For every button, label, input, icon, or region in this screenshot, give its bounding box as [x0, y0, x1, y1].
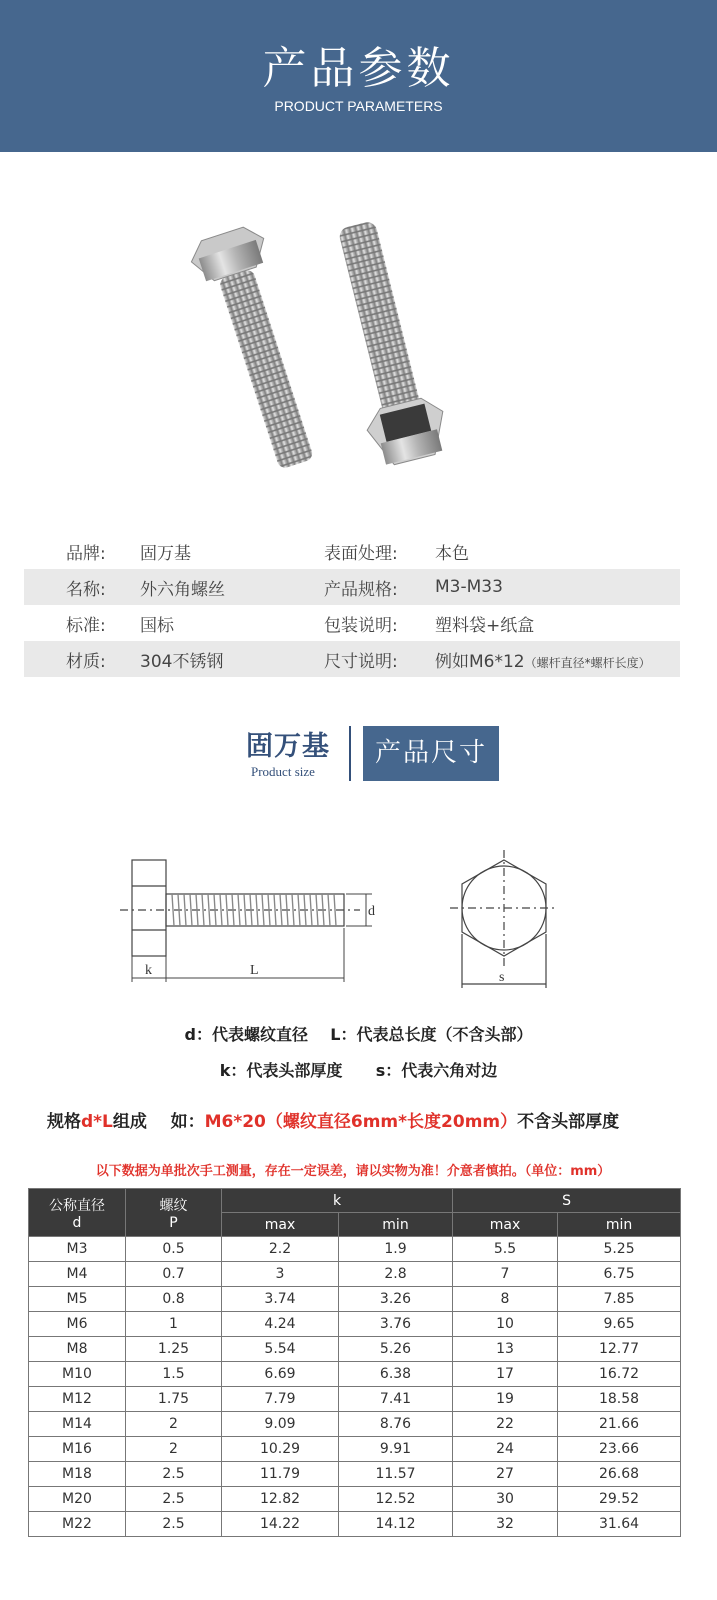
table-cell: 3 — [222, 1262, 339, 1287]
table-cell: M6 — [29, 1312, 126, 1337]
spec-prefix: 规格 — [47, 1112, 81, 1132]
table-cell: 12.77 — [558, 1337, 681, 1362]
label-k: k — [145, 963, 152, 978]
section-title: 产品尺寸 — [363, 726, 499, 781]
table-row — [29, 1387, 681, 1412]
param-key: 包装说明: — [324, 615, 398, 636]
table-cell: 13 — [453, 1337, 558, 1362]
table-row — [29, 1512, 681, 1537]
table-row — [29, 1362, 681, 1387]
header-s-min: min — [558, 1213, 681, 1237]
label-L: L — [250, 963, 259, 978]
table-cell: M22 — [29, 1512, 126, 1537]
header-banner — [0, 0, 717, 152]
table-cell: 14.12 — [339, 1512, 453, 1537]
page-subtitle: PRODUCT PARAMETERS — [274, 98, 443, 114]
table-cell: 16.72 — [558, 1362, 681, 1387]
spec-mid: 组成 如： — [112, 1112, 205, 1132]
table-cell: 30 — [453, 1487, 558, 1512]
table-cell: 5.26 — [339, 1337, 453, 1362]
legend-line-2 — [0, 1058, 717, 1081]
table-cell: 2.5 — [126, 1512, 222, 1537]
table-cell: 2.5 — [126, 1487, 222, 1512]
header-k-min: min — [339, 1213, 453, 1237]
size-table — [28, 1188, 681, 1537]
bolt-head-side — [132, 860, 166, 956]
bolt-head-top — [450, 850, 558, 988]
table-cell: M8 — [29, 1337, 126, 1362]
param-row — [24, 605, 680, 641]
table-cell: 1.5 — [126, 1362, 222, 1387]
spec-dl: d*L — [81, 1112, 113, 1132]
table-cell: 6.38 — [339, 1362, 453, 1387]
header-s: S — [453, 1189, 681, 1213]
table-cell: 27 — [453, 1462, 558, 1487]
spec-suffix: 不含头部厚度 — [517, 1112, 620, 1132]
table-cell: 2 — [126, 1412, 222, 1437]
measurement-note: 以下数据为单批次手工测量，存在一定误差，请以实物为准！介意者慎拍。（单位：mm） — [95, 1164, 611, 1179]
table-cell: 9.65 — [558, 1312, 681, 1337]
table-cell: 7.41 — [339, 1387, 453, 1412]
table-cell: M18 — [29, 1462, 126, 1487]
param-key: 表面处理: — [324, 543, 398, 564]
legend-L: L：代表总长度（不含头部） — [330, 1025, 533, 1044]
param-key: 材质: — [66, 651, 106, 672]
brand-name: 固万基 — [246, 731, 330, 762]
table-cell: 0.8 — [126, 1287, 222, 1312]
param-value-main: 例如M6*12 — [435, 651, 525, 672]
table-cell: 1.25 — [126, 1337, 222, 1362]
table-cell: 7 — [453, 1262, 558, 1287]
header-diameter: 公称直径 d — [29, 1189, 126, 1237]
table-cell: 1.75 — [126, 1387, 222, 1412]
table-cell: 7.79 — [222, 1387, 339, 1412]
table-row — [29, 1437, 681, 1462]
legend-s: s：代表六角对边 — [375, 1061, 498, 1080]
bolt-diagram — [110, 850, 570, 995]
table-cell: 21.66 — [558, 1412, 681, 1437]
brand-logo — [246, 722, 342, 784]
table-cell: 9.09 — [222, 1412, 339, 1437]
table-cell: 2.5 — [126, 1462, 222, 1487]
header-k: k — [222, 1189, 453, 1213]
table-cell: 11.57 — [339, 1462, 453, 1487]
table-cell: M3 — [29, 1237, 126, 1262]
product-parameters — [24, 533, 680, 677]
table-cell: 26.68 — [558, 1462, 681, 1487]
table-cell: 10 — [453, 1312, 558, 1337]
table-cell: 17 — [453, 1362, 558, 1387]
spec-example — [47, 1107, 619, 1132]
label-d: d — [368, 904, 375, 919]
table-cell: 11.79 — [222, 1462, 339, 1487]
table-cell: 32 — [453, 1512, 558, 1537]
param-row — [24, 569, 680, 605]
divider — [349, 726, 351, 781]
table-cell: 31.64 — [558, 1512, 681, 1537]
header-pitch: 螺纹 P — [126, 1189, 222, 1237]
table-cell: 5.25 — [558, 1237, 681, 1262]
table-cell: 29.52 — [558, 1487, 681, 1512]
legend-d: d：代表螺纹直径 — [184, 1025, 308, 1044]
table-cell: M12 — [29, 1387, 126, 1412]
header-k-max: max — [222, 1213, 339, 1237]
table-cell: 2 — [126, 1437, 222, 1462]
table-cell: 22 — [453, 1412, 558, 1437]
table-row — [29, 1312, 681, 1337]
product-photo — [180, 200, 520, 500]
spec-example-value: M6*20（螺纹直径6mm*长度20mm） — [204, 1112, 518, 1132]
param-value-note: （螺杆直径*螺杆长度） — [524, 655, 651, 670]
table-cell: M10 — [29, 1362, 126, 1387]
param-row — [24, 533, 680, 569]
table-cell: 8 — [453, 1287, 558, 1312]
param-value: 塑料袋+纸盒 — [435, 615, 535, 636]
table-row — [29, 1287, 681, 1312]
param-value: 外六角螺丝 — [140, 579, 225, 600]
header-s-max: max — [453, 1213, 558, 1237]
table-cell: 6.75 — [558, 1262, 681, 1287]
table-cell: 7.85 — [558, 1287, 681, 1312]
table-cell: M5 — [29, 1287, 126, 1312]
legend-line-1 — [0, 1022, 717, 1045]
table-cell: M14 — [29, 1412, 126, 1437]
table-cell: 6.69 — [222, 1362, 339, 1387]
table-row — [29, 1262, 681, 1287]
table-row — [29, 1487, 681, 1512]
bolt-right-graphic — [318, 215, 452, 469]
param-key: 标准: — [66, 615, 106, 636]
param-key: 品牌: — [66, 543, 106, 564]
table-row — [29, 1237, 681, 1262]
table-cell: 8.76 — [339, 1412, 453, 1437]
table-cell: 0.5 — [126, 1237, 222, 1262]
table-cell: M20 — [29, 1487, 126, 1512]
table-cell: 3.74 — [222, 1287, 339, 1312]
table-cell: 14.22 — [222, 1512, 339, 1537]
table-cell: M16 — [29, 1437, 126, 1462]
table-cell: 3.26 — [339, 1287, 453, 1312]
label-s: s — [499, 970, 505, 985]
param-value: 固万基 — [140, 543, 191, 564]
table-cell: 1 — [126, 1312, 222, 1337]
table-cell: 10.29 — [222, 1437, 339, 1462]
param-value: 本色 — [435, 543, 469, 564]
page-title: 产品参数 — [262, 43, 455, 94]
table-cell: 2.2 — [222, 1237, 339, 1262]
table-cell: 2.8 — [339, 1262, 453, 1287]
param-value: M3-M33 — [435, 577, 503, 597]
table-cell: 18.58 — [558, 1387, 681, 1412]
param-key: 产品规格: — [324, 579, 398, 600]
legend-k: k：代表头部厚度 — [219, 1061, 343, 1080]
param-value: 304不锈钢 — [140, 651, 224, 672]
table-cell: 12.82 — [222, 1487, 339, 1512]
table-cell: 0.7 — [126, 1262, 222, 1287]
table-header-row — [29, 1189, 681, 1213]
table-cell: 9.91 — [339, 1437, 453, 1462]
table-cell: 3.76 — [339, 1312, 453, 1337]
table-cell: 1.9 — [339, 1237, 453, 1262]
table-cell: 23.66 — [558, 1437, 681, 1462]
bolt-left-graphic — [186, 222, 333, 476]
param-value: 国标 — [140, 615, 174, 636]
table-row — [29, 1412, 681, 1437]
param-key: 尺寸说明: — [324, 651, 398, 672]
param-key: 名称: — [66, 579, 106, 600]
table-cell: 5.5 — [453, 1237, 558, 1262]
table-cell: 24 — [453, 1437, 558, 1462]
table-row — [29, 1462, 681, 1487]
table-cell: 4.24 — [222, 1312, 339, 1337]
table-cell: 19 — [453, 1387, 558, 1412]
param-row — [24, 641, 680, 677]
table-cell: M4 — [29, 1262, 126, 1287]
table-row — [29, 1337, 681, 1362]
table-cell: 5.54 — [222, 1337, 339, 1362]
brand-caption: Product size — [251, 764, 315, 779]
param-value — [435, 647, 651, 672]
table-cell: 12.52 — [339, 1487, 453, 1512]
